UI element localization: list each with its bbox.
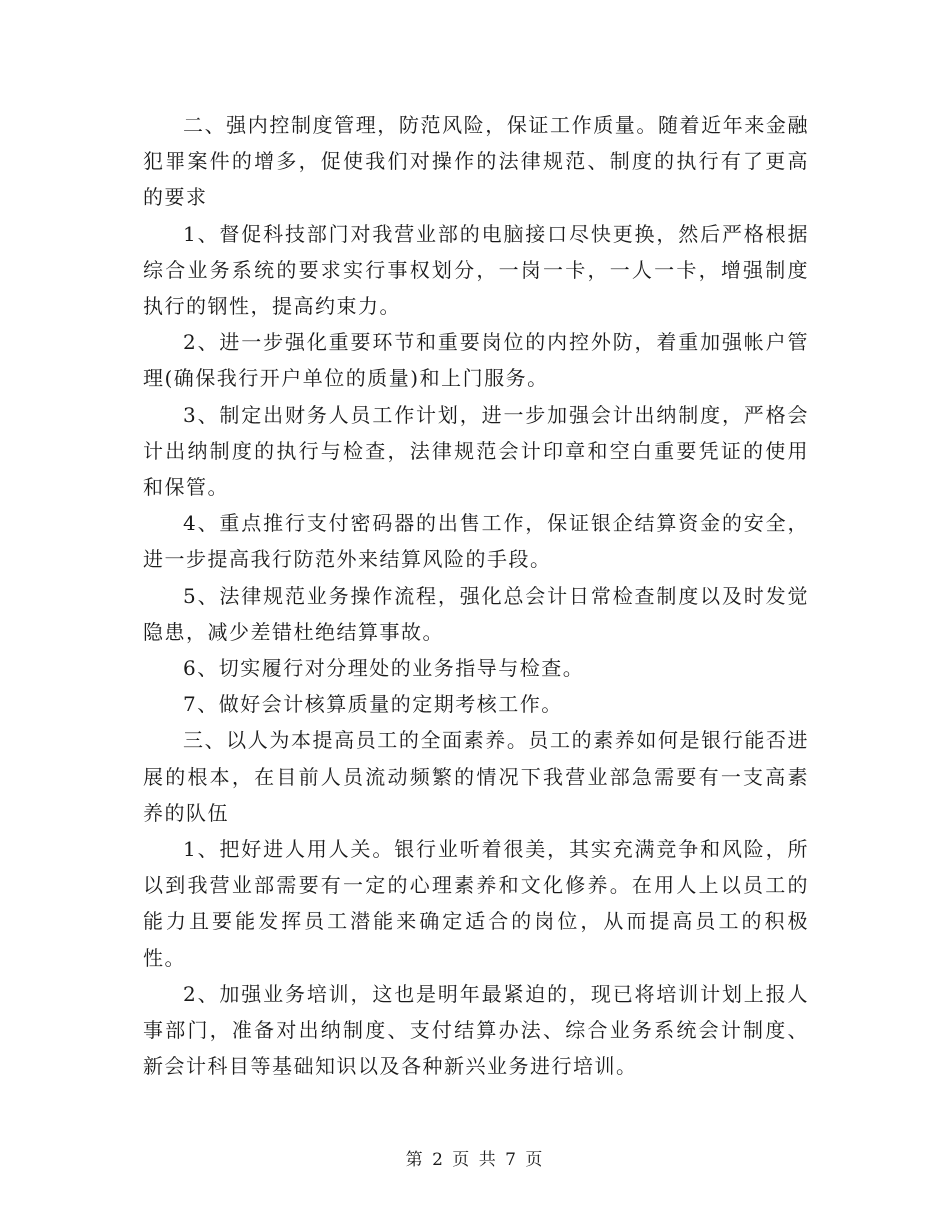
- list-item-paragraph: 3、制定出财务人员工作计划，进一步加强会计出纳制度，严格会计出纳制度的执行与检查，法律规范会计印章和空白重要凭证的使用和保管。: [143, 402, 809, 500]
- list-item-paragraph: 2、加强业务培训，这也是明年最紧迫的，现已将培训计划上报人事部门，准备对出纳制度、支付结算办法、综合业务系统会计制度、新会计科目等基础知识以及各种新兴业务进行培训。: [143, 981, 809, 1079]
- page-number-footer: 第 2 页 共 7 页: [405, 1150, 545, 1170]
- list-item-paragraph: 1、把好进人用人关。银行业听着很美，其实充满竞争和风险，所以到我营业部需要有一定的心理素养和文化修养。在用人上以员工的能力且要能发挥员工潜能来确定适合的岗位，从而提高员工的积极性。: [143, 837, 809, 970]
- section-two-heading-paragraph: 二、强内控制度管理，防范风险，保证工作质量。随着近年来金融犯罪案件的增多，促使我们对操作的法律规范、制度的执行有了更高的要求: [143, 113, 809, 210]
- list-item-paragraph: 4、重点推行支付密码器的出售工作，保证银企结算资金的安全，进一步提高我行防范外来结算风险的手段。: [143, 511, 809, 572]
- list-item-paragraph: 7、做好会计核算质量的定期考核工作。: [183, 692, 563, 717]
- section-three-heading-paragraph: 三、以人为本提高员工的全面素养。员工的素养如何是银行能否进展的根本，在目前人员流动频繁的情况下我营业部急需要有一支高素养的队伍: [143, 728, 809, 825]
- document-body: [143, 107, 809, 1084]
- list-item-paragraph: 2、进一步强化重要环节和重要岗位的内控外防，着重加强帐户管理(确保我行开户单位的质量)和上门服务。: [143, 330, 809, 391]
- list-item-paragraph: 1、督促科技部门对我营业部的电脑接口尽快更换，然后严格根据综合业务系统的要求实行事权划分，一岗一卡，一人一卡，增强制度执行的钢性，提高约束力。: [143, 221, 809, 319]
- list-item-paragraph: 6、切实履行对分理处的业务指导与检查。: [183, 656, 585, 681]
- list-item-paragraph: 5、法律规范业务操作流程，强化总会计日常检查制度以及时发觉隐患，减少差错杜绝结算事故。: [143, 583, 809, 644]
